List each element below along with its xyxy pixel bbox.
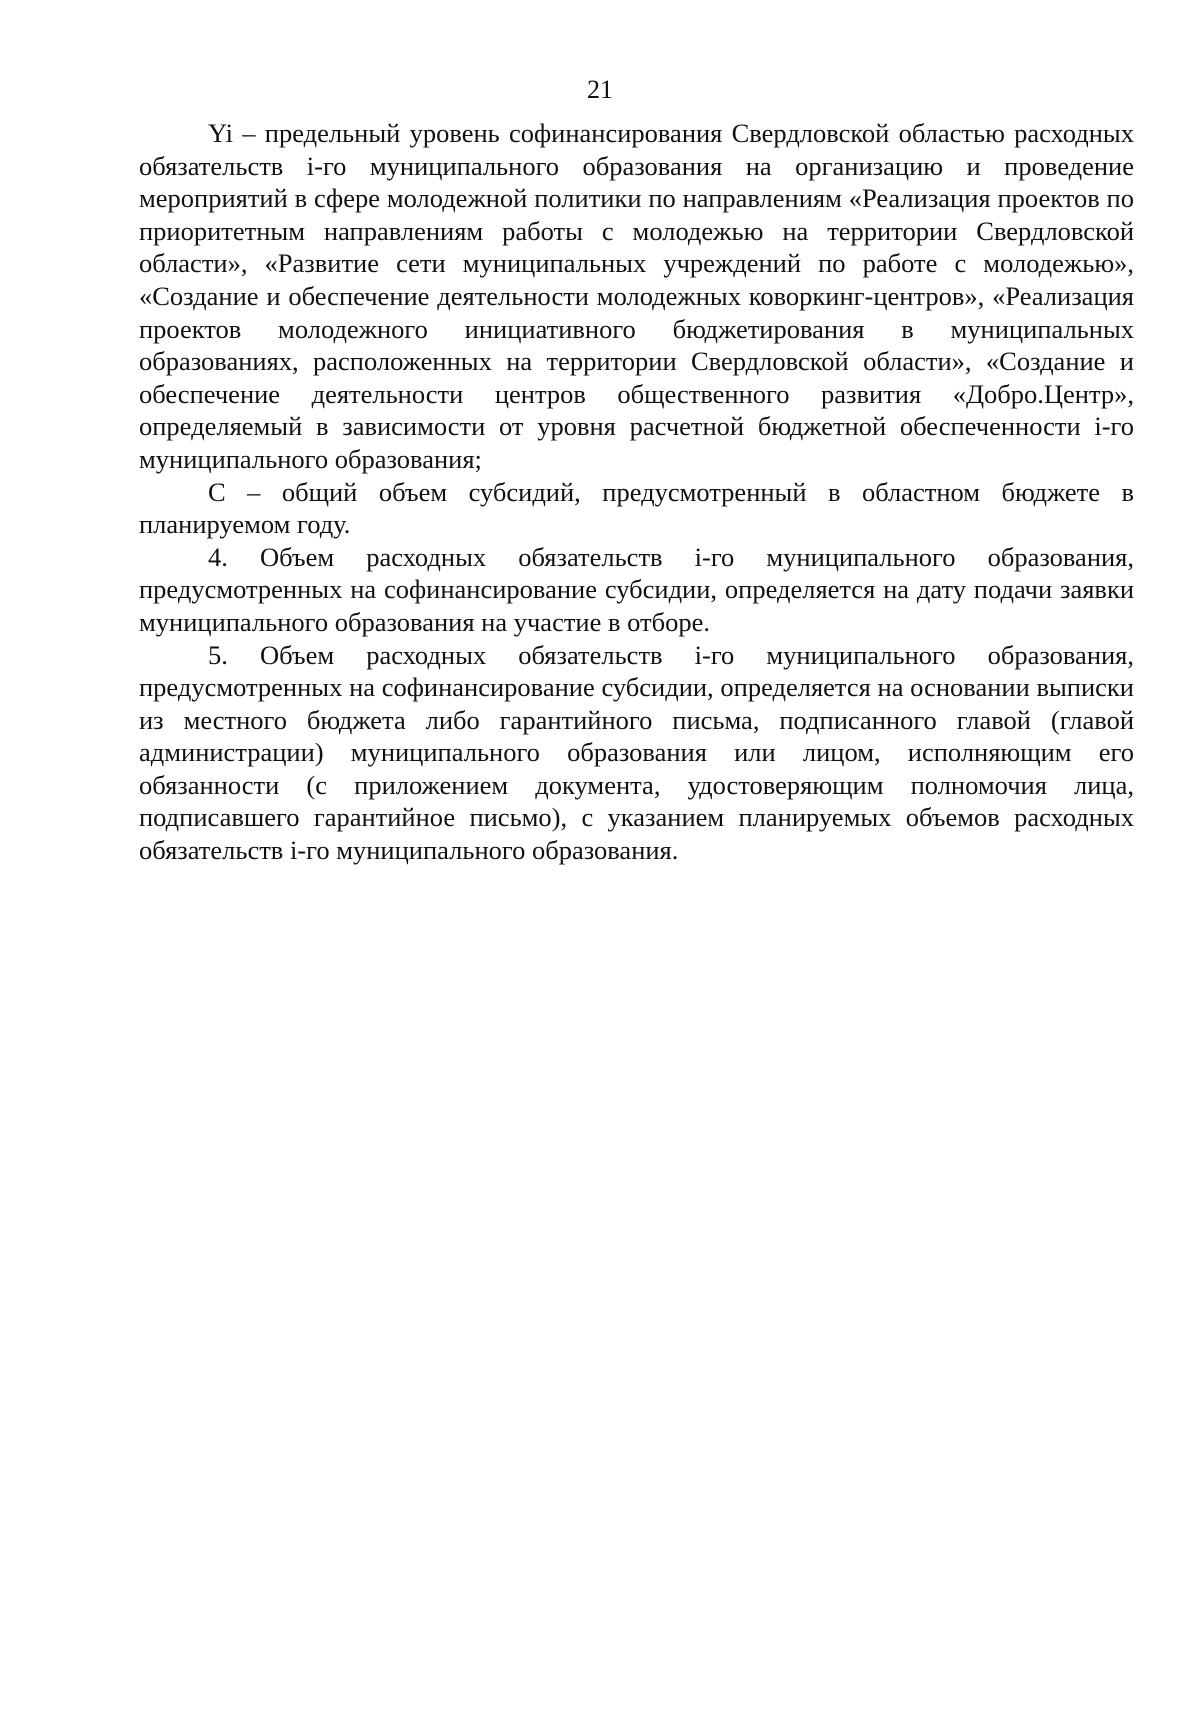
page-number: 21	[587, 75, 613, 104]
paragraph-item-5: 5. Объем расходных обязательств i-го муниципального образования, предусмотренных на софинансирование субсидии, определяется на основании выписки из местного бюджета либо гарантийного письма, подписанного главой (главой администрации) муниципального образования или лицом, исполняющим его обязанности (с приложением документа, удостоверяющим полномочия лица, подписавшего гарантийное письмо), с указанием планируемых объемов расходных обязательств i-го муниципального образования.	[139, 639, 1134, 866]
paragraph-yi-definition: Yi – предельный уровень софинансирования Свердловской областью расходных обязательств i-го муниципального образования на организацию и проведение мероприятий в сфере молодежной политики по направлениям «Реализация проектов по приоритетным направлениям работы с молодежью на территории Свердловской области», «Развитие сети муниципальных учреждений по работе с молодежью», «Создание и обеспечение деятельности молодежных коворкинг-центров», «Реализация проектов молодежного инициативного бюджетирования в муниципальных образованиях, расположенных на территории Свердловской области», «Создание и обеспечение деятельности центров общественного развития «Добро.Центр», определяемый в зависимости от уровня расчетной бюджетной обеспеченности i-го муниципального образования;	[139, 118, 1134, 474]
paragraph-c-definition: С – общий объем субсидий, предусмотренный в областном бюджете в планируемом году.	[139, 476, 1134, 540]
document-body	[139, 117, 1134, 867]
paragraph-item-4: 4. Объем расходных обязательств i-го муниципального образования, предусмотренных на софинансирование субсидии, определяется на дату подачи заявки муниципального образования на участие в отборе.	[139, 541, 1134, 637]
